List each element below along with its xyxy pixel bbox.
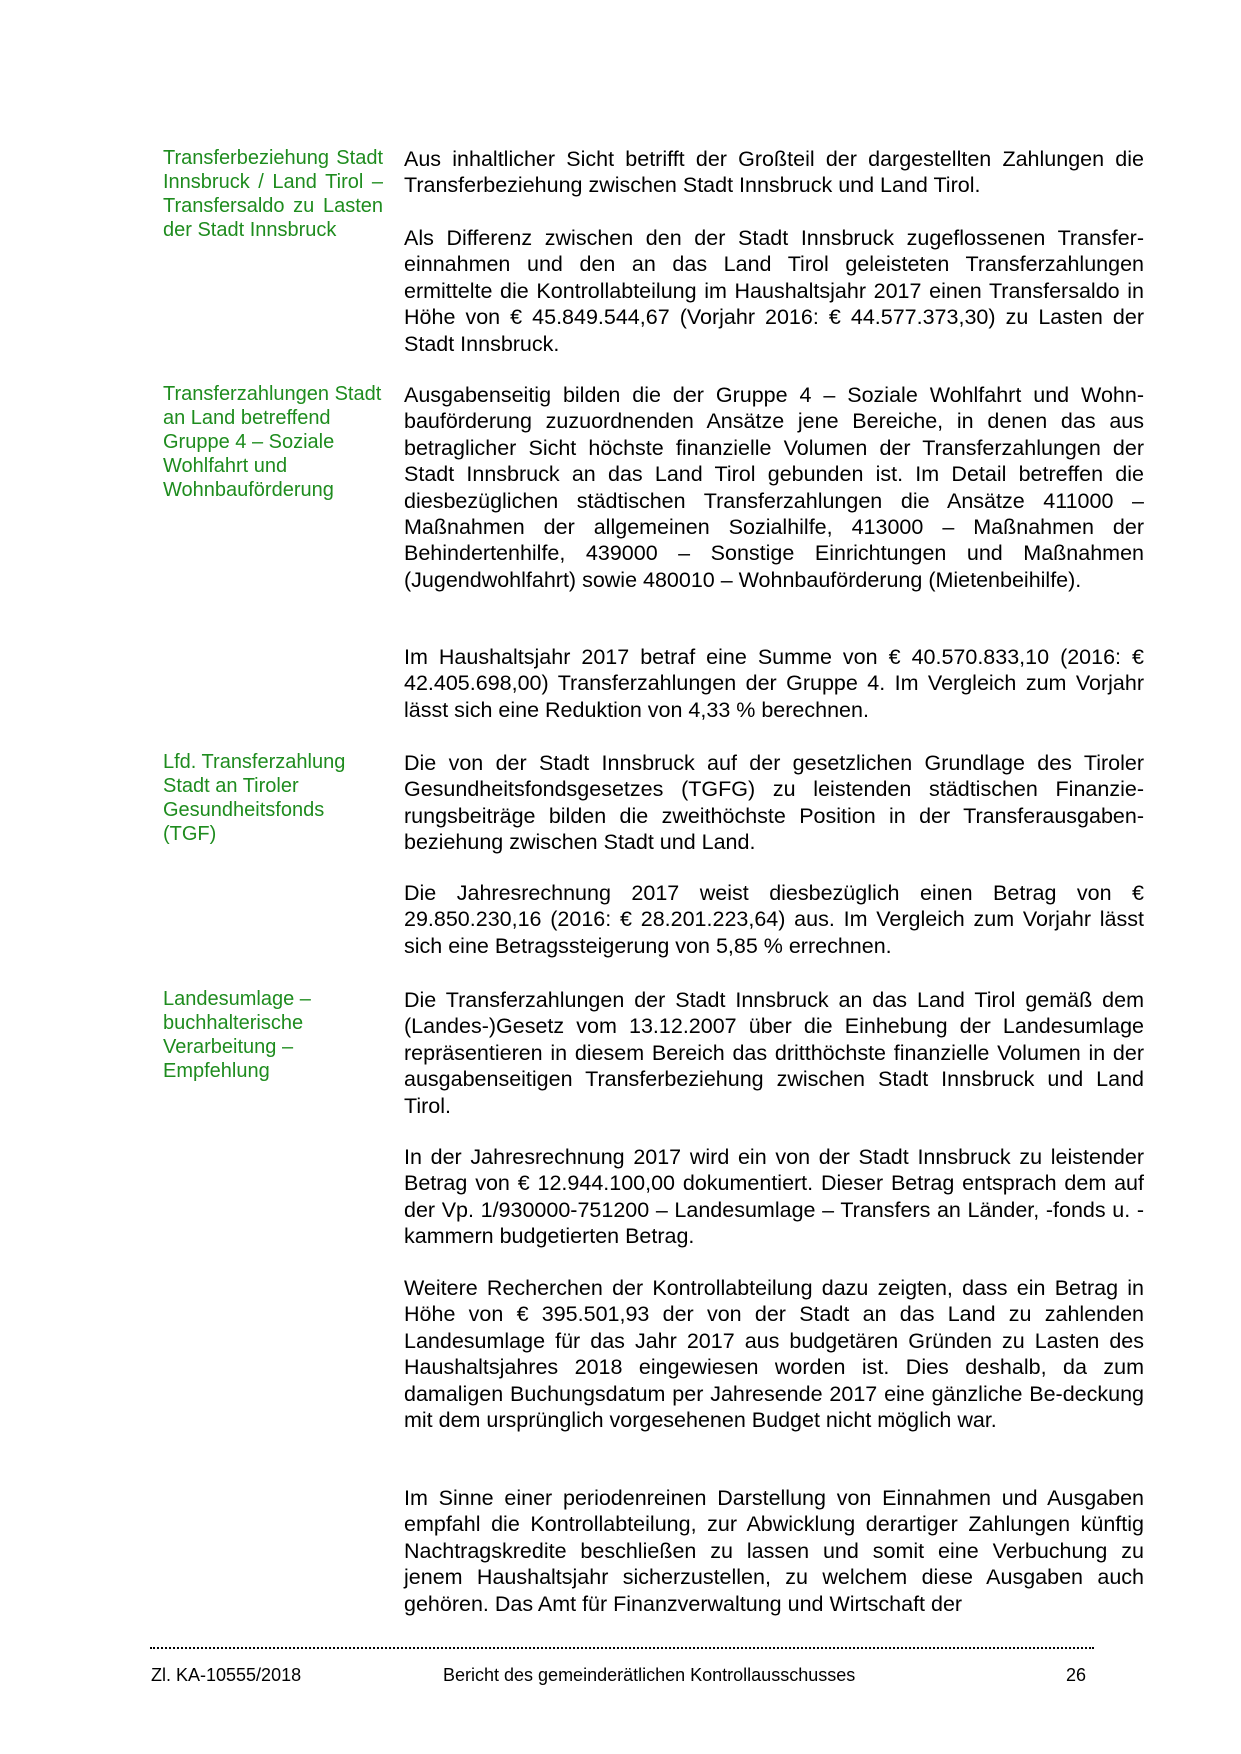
paragraph-7: Die Transferzahlungen der Stadt Innsbruck an das Land Tirol gemäß dem (Landes-)Gesetz vom 13.12.2007 über die Einhebung der Landesumlage repräsentieren in diesem Bereich das dritthöchste finanzielle Volumen in der ausgabenseitigen Transferbeziehung zwischen Stadt Innsbruck und Land Tirol. [404,988,1144,1118]
footer-reference: Zl. KA-10555/2018 [151,1665,302,1685]
sidebar-heading-landesumlage: Landesumlage – buchhalterische Verarbeitung – Empfehlung [163,988,311,1082]
paragraph-2: Als Differenz zwischen den der Stadt Innsbruck zugeflossenen Transfereinnahmen und den an das Land Tirol geleisteten Transferzahlungen ermittelte die Kontrollabteilung im Haushaltsjahr 2017 einen Transfersaldo in Höhe von € 45.849.544,67 (Vorjahr 2016: € 44.577.373,30) zu Lasten der Stadt Innsbruck. [404,226,1144,356]
paragraph-1: Aus inhaltlicher Sicht betrifft der Großteil der dargestellten Zahlungen die Transferbeziehung zwischen Stadt Innsbruck und Land Tirol. [404,147,1144,198]
sidebar-heading-gruppe-4: Transferzahlungen Stadt an Land betreffend Gruppe 4 – Soziale Wohlfahrt und Wohnbauförderung [163,383,382,501]
paragraph-4: Im Haushaltsjahr 2017 betraf eine Summe von € 40.570.833,10 (2016: € 42.405.698,00) Transferzahlungen der Gruppe 4. Im Vergleich zum Vorjahr lässt sich eine Reduktion von 4,33 % berechnen. [404,645,1144,722]
footer-divider [150,1647,1094,1649]
paragraph-3: Ausgabenseitig bilden die der Gruppe 4 – Soziale Wohlfahrt und Wohnbauförderung zuzuordnenden Ansätze jene Bereiche, in denen das aus betraglicher Sicht höchste finanzielle Volumen der Transferzahlungen der Stadt Innsbruck an das Land Tirol gebunden ist. Im Detail betreffen die diesbezüglichen städtischen Transferzahlungen die Ansätze 411000 – Maßnahmen der allgemeinen Sozialhilfe, 413000 – Maßnahmen der Behindertenhilfe, 439000 – Sonstige Einrichtungen und Maßnahmen (Jugendwohlfahrt) sowie 480010 – Wohnbauförderung (Mietenbeihilfe). [404,383,1144,592]
sidebar-heading-tgf: Lfd. Transferzahlung Stadt an Tiroler Gesundheitsfonds (TGF) [163,751,346,845]
paragraph-6: Die Jahresrechnung 2017 weist diesbezüglich einen Betrag von € 29.850.230,16 (2016: € 28.201.223,64) aus. Im Vergleich zum Vorjahr lässt sich eine Betragssteigerung von 5,85 % errechnen. [404,881,1144,958]
paragraph-9: Weitere Recherchen der Kontrollabteilung dazu zeigten, dass ein Betrag in Höhe von € 395.501,93 der von der Stadt an das Land zu zahlenden Landesumlage für das Jahr 2017 aus budgetären Gründen zu Lasten des Haushaltsjahres 2018 eingewiesen worden ist. Dies deshalb, da zum damaligen Buchungsdatum per Jahresende 2017 eine gänzliche Be-deckung mit dem ursprünglich vorgesehenen Budget nicht möglich war. [404,1276,1144,1433]
paragraph-8: In der Jahresrechnung 2017 wird ein von der Stadt Innsbruck zu leistender Betrag von € 12.944.100,00 dokumentiert. Dieser Betrag entsprach dem auf der Vp. 1/930000-751200 – Landesumlage – Transfers an Länder, -fonds u. -kammern budgetierten Betrag. [404,1145,1144,1249]
footer-report-title: Bericht des gemeinderätlichen Kontrollausschusses [443,1665,856,1685]
paragraph-10: Im Sinne einer periodenreinen Darstellung von Einnahmen und Ausgaben empfahl die Kontrollabteilung, zur Abwicklung derartiger Zahlungen künftig Nachtragskredite beschließen zu lassen und somit eine Verbuchung zu jenem Haushaltsjahr sicherzustellen, zu welchem diese Ausgaben auch gehören. Das Amt für Finanzverwaltung und Wirtschaft der [404,1486,1144,1616]
paragraph-5: Die von der Stadt Innsbruck auf der gesetzlichen Grundlage des Tiroler Gesundheitsfondsgesetzes (TGFG) zu leistenden städtischen Finanzierungsbeiträge bilden die zweithöchste Position in der Transferausgabenbeziehung zwischen Stadt und Land. [404,751,1144,855]
footer-page-number: 26 [1066,1665,1087,1685]
sidebar-heading-transferbeziehung: Transferbeziehung Stadt Innsbruck / Land Tirol – Transfersaldo zu Lasten der Stadt Innsbruck [163,147,383,241]
